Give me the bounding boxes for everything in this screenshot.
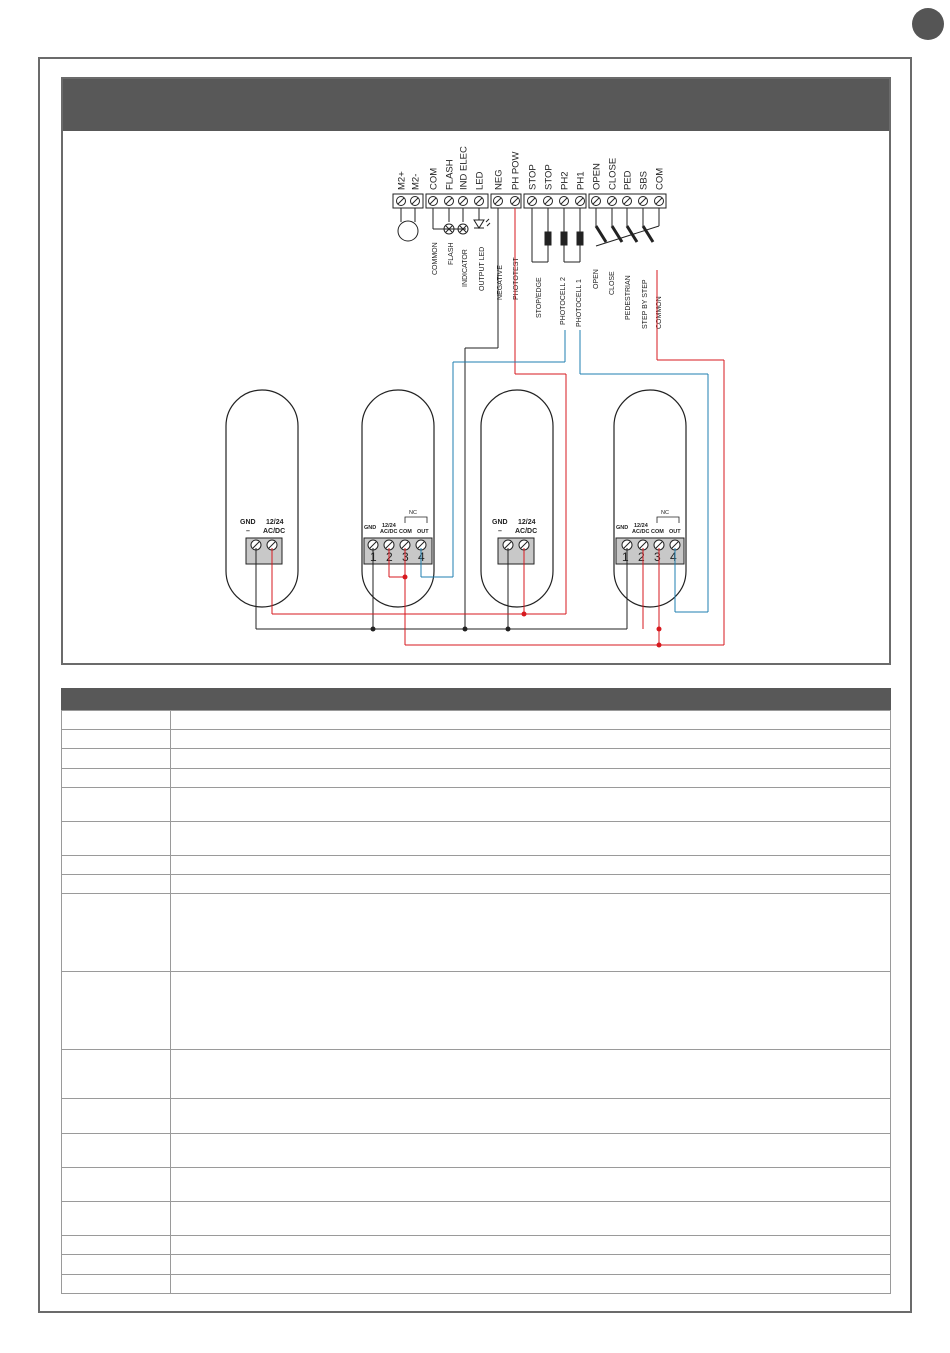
terminal-label: M2- — [410, 173, 422, 190]
row-key — [62, 972, 171, 1050]
table-row — [62, 1168, 891, 1202]
row-key — [62, 1050, 171, 1099]
svg-text:4: 4 — [670, 550, 677, 564]
svg-text:12/24: 12/24 — [382, 523, 396, 529]
svg-text:3: 3 — [654, 550, 661, 564]
table-row — [62, 788, 891, 822]
terminal-label: COM — [428, 167, 440, 190]
row-key — [62, 1168, 171, 1202]
switch-ped-icon — [627, 226, 637, 242]
function-label: INDICATOR — [462, 249, 469, 287]
row-value — [171, 769, 891, 788]
row-value — [171, 1168, 891, 1202]
black-wires — [256, 208, 627, 629]
terminal-label: OPEN — [591, 163, 603, 190]
table-row — [62, 1134, 891, 1168]
terminal-label: PH2 — [559, 171, 571, 190]
function-label: NEGATIVE — [497, 265, 504, 300]
table-row — [62, 1236, 891, 1255]
svg-text:2: 2 — [638, 550, 645, 564]
terminal-labels — [397, 146, 666, 190]
row-value — [171, 788, 891, 822]
motor-symbol — [398, 208, 418, 241]
table-row — [62, 1275, 891, 1294]
jumper-ph2-icon — [561, 232, 567, 245]
row-value — [171, 1099, 891, 1134]
row-key — [62, 1255, 171, 1275]
svg-text:GND: GND — [616, 525, 629, 531]
svg-text:AC/DC: AC/DC — [263, 528, 286, 535]
svg-text:NC: NC — [661, 510, 669, 516]
svg-text:12/24: 12/24 — [518, 519, 536, 526]
row-key — [62, 1202, 171, 1236]
svg-text:GND: GND — [492, 519, 508, 526]
svg-text:GND: GND — [364, 525, 377, 531]
photocell-devices — [226, 390, 686, 607]
tx1-labels — [240, 519, 285, 535]
row-value — [171, 822, 891, 856]
switch-open-icon — [596, 226, 606, 242]
function-label: STOP/EDGE — [536, 277, 543, 318]
lamp-symbols — [433, 208, 490, 234]
terminal-label: STOP — [527, 164, 539, 190]
terminal-label: STOP — [543, 164, 555, 190]
terminal-label: SBS — [638, 170, 650, 190]
blue-wires — [421, 330, 708, 612]
spec-table — [61, 710, 891, 1294]
table-row — [62, 1255, 891, 1275]
svg-text:1: 1 — [622, 550, 629, 564]
svg-text:GND: GND — [240, 519, 256, 526]
terminal-label: PED — [622, 170, 634, 190]
jumper-stop-icon — [545, 232, 551, 245]
photocell-tx-2 — [481, 390, 553, 607]
function-label: PHOTOCELL 1 — [576, 279, 583, 327]
function-label: FLASH — [448, 242, 455, 265]
function-label: STEP BY STEP — [642, 279, 649, 329]
row-key — [62, 1134, 171, 1168]
row-key — [62, 1236, 171, 1255]
terminal-label: IND ELEC — [458, 146, 470, 190]
row-value — [171, 1134, 891, 1168]
row-value — [171, 894, 891, 972]
svg-text:COM: COM — [651, 529, 664, 535]
function-label: PHOTOTEST — [513, 257, 520, 300]
svg-text:4: 4 — [418, 550, 425, 564]
svg-text:3: 3 — [402, 550, 409, 564]
led-icon — [474, 220, 484, 228]
row-value — [171, 856, 891, 875]
terminal-label: COM — [654, 167, 666, 190]
row-key — [62, 769, 171, 788]
row-value — [171, 1236, 891, 1255]
function-label: CLOSE — [609, 271, 616, 295]
svg-text:OUT: OUT — [669, 529, 681, 535]
svg-text:AC/DC: AC/DC — [380, 529, 398, 535]
row-value — [171, 972, 891, 1050]
row-key — [62, 822, 171, 856]
svg-text:AC/DC: AC/DC — [632, 529, 650, 535]
row-value — [171, 1275, 891, 1294]
row-key — [62, 875, 171, 894]
function-label: COMMON — [432, 242, 439, 275]
terminal-label: NEG — [493, 169, 505, 190]
row-key — [62, 1099, 171, 1134]
terminal-label: PH POW — [510, 151, 522, 190]
table-row — [62, 711, 891, 730]
svg-text:OUT: OUT — [417, 529, 429, 535]
row-key — [62, 711, 171, 730]
row-value — [171, 1202, 891, 1236]
row-key — [62, 730, 171, 749]
function-label: OPEN — [593, 269, 600, 289]
row-value — [171, 875, 891, 894]
row-value — [171, 1255, 891, 1275]
table-row — [62, 972, 891, 1050]
row-value — [171, 711, 891, 730]
row-key — [62, 1275, 171, 1294]
spec-table-header — [61, 688, 891, 710]
svg-text:–: – — [246, 528, 250, 535]
terminal-label: LED — [474, 171, 486, 190]
row-value — [171, 1050, 891, 1099]
terminal-screws — [397, 197, 664, 206]
table-row — [62, 769, 891, 788]
table-row — [62, 749, 891, 769]
table-row — [62, 856, 891, 875]
terminal-label: M2+ — [396, 171, 408, 190]
row-value — [171, 730, 891, 749]
function-label: OUTPUT LED — [479, 246, 486, 291]
table-row — [62, 822, 891, 856]
jumper-ph1-icon — [577, 232, 583, 245]
svg-text:COM: COM — [399, 529, 412, 535]
terminal-label: PH1 — [575, 171, 587, 190]
command-switches — [596, 208, 659, 246]
svg-text:–: – — [498, 528, 502, 535]
row-key — [62, 856, 171, 875]
row-value — [171, 749, 891, 769]
svg-text:2: 2 — [386, 550, 393, 564]
svg-text:12/24: 12/24 — [266, 519, 284, 526]
function-label: PEDESTRIAN — [625, 275, 632, 320]
function-label: COMMON — [656, 296, 663, 329]
photocell-tx-1 — [226, 390, 298, 607]
svg-text:12/24: 12/24 — [634, 523, 648, 529]
svg-text:AC/DC: AC/DC — [515, 528, 538, 535]
row-key — [62, 788, 171, 822]
table-row — [62, 894, 891, 972]
svg-text:1: 1 — [370, 550, 377, 564]
table-row — [62, 730, 891, 749]
function-label: PHOTOCELL 2 — [560, 277, 567, 325]
wire-junctions — [371, 575, 662, 648]
svg-text:NC: NC — [409, 510, 417, 516]
table-row — [62, 1099, 891, 1134]
terminal-label: FLASH — [444, 159, 456, 190]
safety-jumpers — [532, 208, 583, 262]
table-row — [62, 1202, 891, 1236]
row-key — [62, 894, 171, 972]
row-key — [62, 749, 171, 769]
terminal-label: CLOSE — [607, 157, 619, 190]
tx2-labels — [492, 519, 537, 535]
table-row — [62, 1050, 891, 1099]
table-row — [62, 875, 891, 894]
